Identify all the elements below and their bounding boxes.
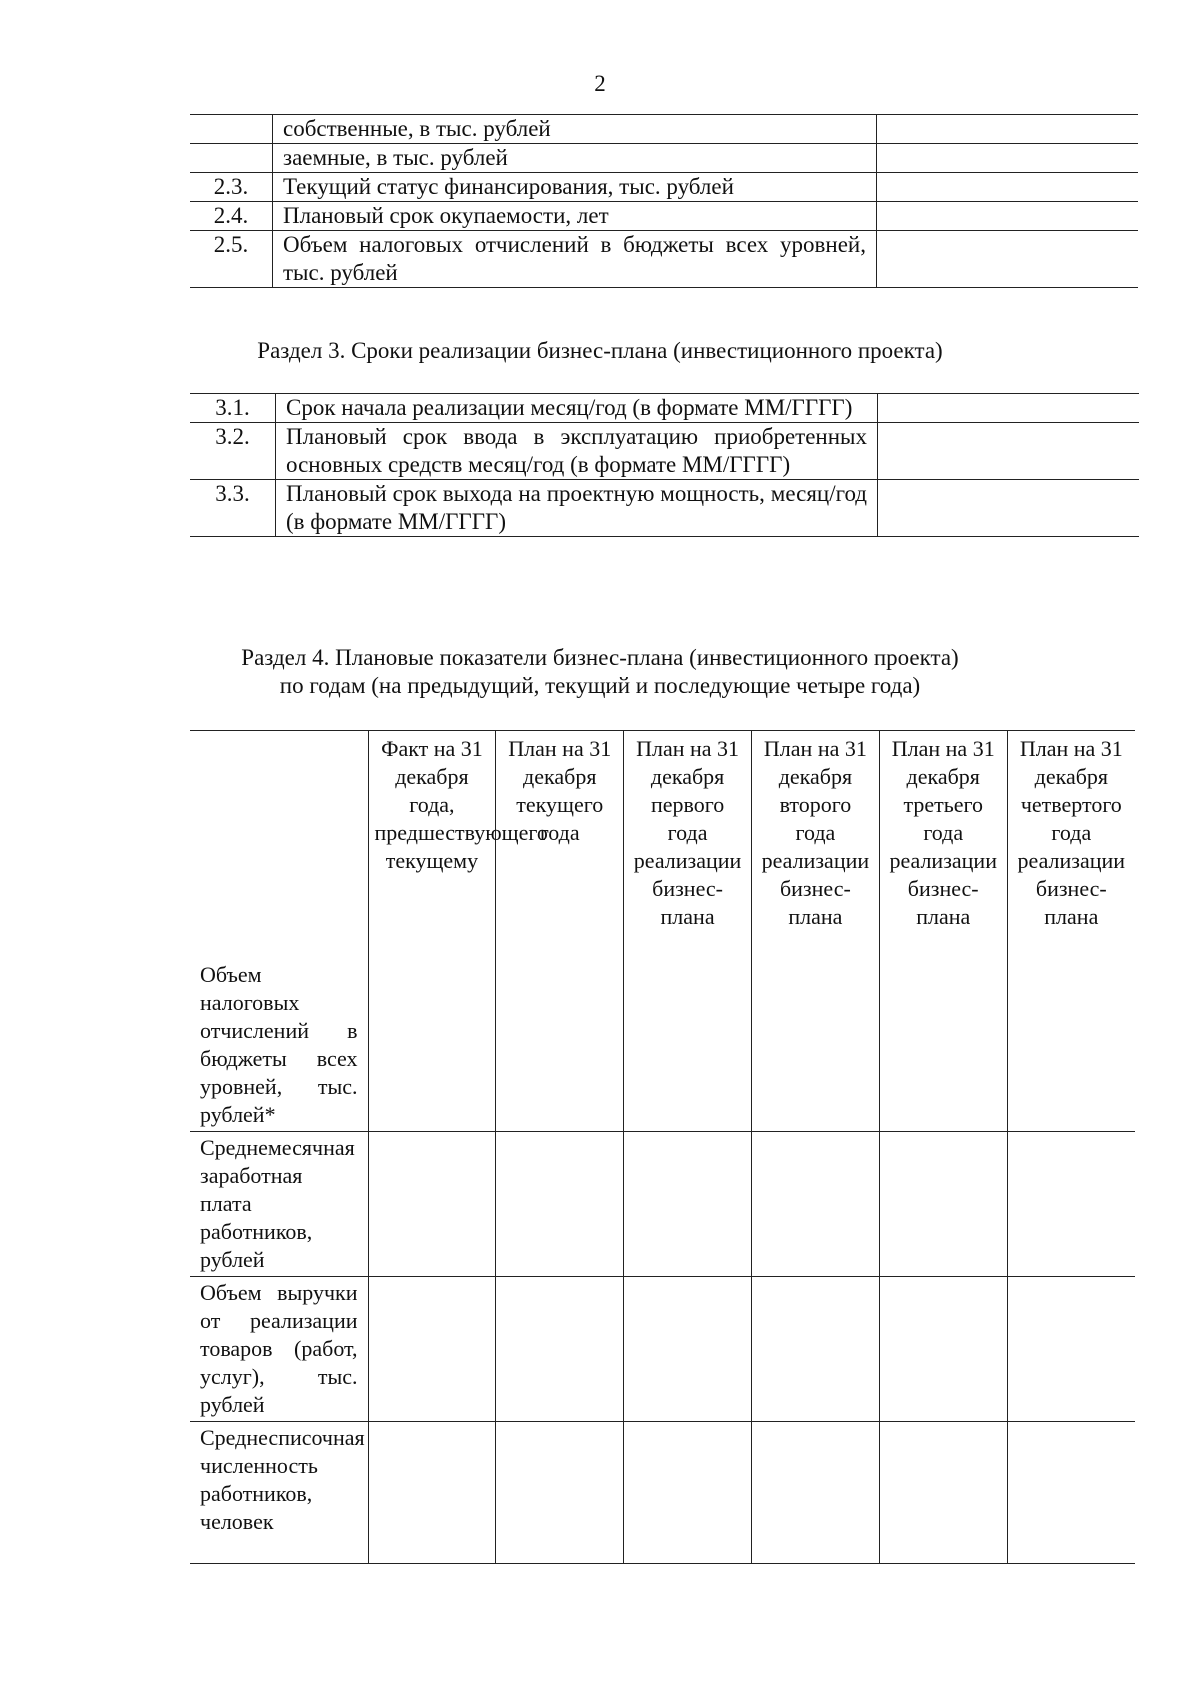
column-header: План на 31 декабря текущего года [496, 731, 624, 959]
table-cell [879, 1421, 1007, 1563]
row-text: Объем налоговых отчислений в бюджеты всех уровней, тыс. рублей [273, 231, 877, 288]
table-row [190, 202, 1138, 231]
table-cell [751, 1131, 879, 1276]
table-row [190, 144, 1138, 173]
row-number [190, 144, 273, 173]
table-cell [1007, 1421, 1135, 1563]
table-cell [624, 1276, 752, 1421]
row-number: 2.3. [190, 173, 273, 202]
row-text: собственные, в тыс. рублей [273, 115, 877, 144]
table-cell [751, 1421, 879, 1563]
table-cell [624, 1131, 752, 1276]
table-row [190, 480, 1139, 537]
row-number: 3.3. [190, 480, 276, 537]
table-cell [1007, 1276, 1135, 1421]
row-number: 3.2. [190, 423, 276, 480]
row-text: Текущий статус финансирования, тыс. рублей [273, 173, 877, 202]
table-cell [751, 1276, 879, 1421]
table-row [190, 959, 1135, 1132]
table-row [190, 1421, 1135, 1563]
table-cell [368, 1276, 496, 1421]
row-value [877, 173, 1139, 202]
table-cell [496, 959, 624, 1132]
section3-table [190, 393, 1139, 537]
row-value [878, 480, 1140, 537]
table-header-row [190, 731, 1135, 959]
table-row [190, 115, 1138, 144]
row-text: Плановый срок ввода в эксплуатацию приобретенных основных средств месяц/год (в формате ММ/ГГГГ) [276, 423, 878, 480]
row-number: 3.1. [190, 394, 276, 423]
row-number: 2.4. [190, 202, 273, 231]
row-value [877, 202, 1139, 231]
row-value [878, 394, 1140, 423]
table-cell [368, 1131, 496, 1276]
header-corner-cell [190, 731, 368, 959]
table-row [190, 1131, 1135, 1276]
table-row [190, 423, 1139, 480]
row-value [877, 115, 1139, 144]
section4-title-line1: Раздел 4. Плановые показатели бизнес-плана (инвестиционного проекта) [241, 645, 959, 670]
section2-continuation-table [190, 114, 1138, 288]
table-cell [496, 1421, 624, 1563]
table-row [190, 231, 1138, 288]
table-cell [879, 1131, 1007, 1276]
table-cell [624, 1421, 752, 1563]
table-row [190, 1276, 1135, 1421]
row-value [877, 231, 1139, 288]
column-header: План на 31 декабря четвертого года реализации бизнес-плана [1017, 736, 1126, 929]
section3-title: Раздел 3. Сроки реализации бизнес-плана (инвестиционного проекта) [257, 338, 943, 363]
row-label: Среднемесячная заработная плата работников, рублей [190, 1131, 368, 1276]
table-cell [368, 1421, 496, 1563]
column-header: План на 31 декабря второго года реализации бизнес-плана [751, 731, 879, 959]
table-cell [496, 1131, 624, 1276]
table-cell [751, 959, 879, 1132]
row-text: Плановый срок окупаемости, лет [273, 202, 877, 231]
table-row [190, 394, 1139, 423]
table-cell [879, 959, 1007, 1132]
row-label: Объем выручки от реализации товаров (работ, услуг), тыс. рублей [190, 1276, 368, 1421]
row-text: Срок начала реализации месяц/год (в формате ММ/ГГГГ) [276, 394, 878, 423]
section4-title-line2: по годам (на предыдущий, текущий и последующие четыре года) [279, 673, 921, 698]
row-label: Объем налоговых отчислений в бюджеты всех уровней, тыс. рублей* [190, 959, 368, 1132]
column-header: План на 31 декабря первого года реализации бизнес-плана [624, 731, 752, 959]
column-header: Факт на 31 декабря года, предшествующего текущему [368, 731, 496, 959]
table-cell [879, 1276, 1007, 1421]
table-cell [1007, 959, 1135, 1132]
section4-indicators-table [190, 730, 1135, 1564]
table-row [190, 173, 1138, 202]
row-value [877, 144, 1139, 173]
row-number [190, 115, 273, 144]
column-header: План на 31 декабря третьего года реализации бизнес-плана [879, 731, 1007, 959]
table-cell [1007, 1131, 1135, 1276]
table-cell [368, 959, 496, 1132]
row-text: Плановый срок выхода на проектную мощность, месяц/год (в формате ММ/ГГГГ) [276, 480, 878, 537]
row-label: Среднесписочная численность работников, человек [190, 1421, 368, 1563]
table-cell [624, 959, 752, 1132]
table-cell [496, 1276, 624, 1421]
section4-title [0, 644, 1200, 700]
row-number: 2.5. [190, 231, 273, 288]
row-text: заемные, в тыс. рублей [273, 144, 877, 173]
row-value [878, 423, 1140, 480]
page-number: 2 [594, 71, 606, 96]
